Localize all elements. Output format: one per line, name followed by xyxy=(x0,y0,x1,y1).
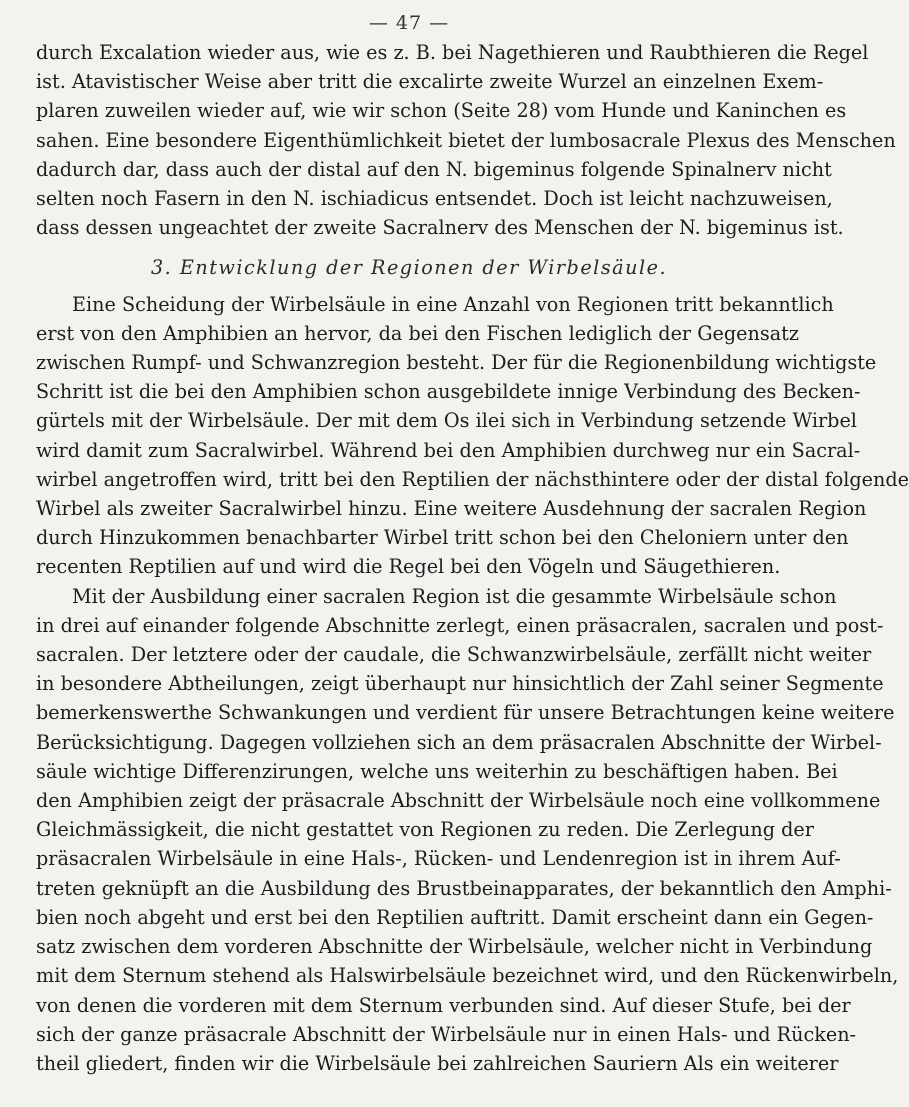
text-line: ist. Atavistischer Weise aber tritt die excalirte zweite Wurzel an einzelnen Exem- xyxy=(36,70,824,94)
text-line: wird damit zum Sacralwirbel. Während bei den Amphibien durchweg nur ein Sacral- xyxy=(36,438,861,462)
text-line: Berücksichtigung. Dagegen vollziehen sich an dem präsacralen Abschnitte der Wirbel- xyxy=(36,730,882,754)
intro-paragraphs xyxy=(36,38,896,242)
paragraph xyxy=(36,290,909,582)
text-line: theil gliedert, finden wir die Wirbelsäule bei zahlreichen Sauriern Als ein weiterer xyxy=(36,1051,839,1075)
text-line: zwischen Rumpf- und Schwanzregion besteht. Der für die Regionenbildung wichtigste xyxy=(36,351,877,375)
text-line: plaren zuweilen wieder auf, wie wir schon (Seite 28) vom Hunde und Kaninchen es xyxy=(36,99,847,123)
text-line: erst von den Amphibien an hervor, da bei den Fischen lediglich der Gegensatz xyxy=(36,321,799,345)
text-line: den Amphibien zeigt der präsacrale Abschnitt der Wirbelsäule noch eine vollkommene xyxy=(36,789,881,813)
text-line: wirbel angetroffen wird, tritt bei den Reptilien der nächsthintere oder der distal folgende xyxy=(36,467,909,491)
text-line: von denen die vorderen mit dem Sternum verbunden sind. Auf dieser Stufe, bei der xyxy=(36,993,851,1017)
text-line: bien noch abgeht und erst bei den Reptilien auftritt. Damit erscheint dann ein Gegen- xyxy=(36,905,874,929)
text-line: säule wichtige Differenzirungen, welche uns weiterhin zu beschäftigen haben. Bei xyxy=(36,759,838,783)
text-line: gürtels mit der Wirbelsäule. Der mit dem Os ilei sich in Verbindung setzende Wirbel xyxy=(36,409,857,433)
book-page xyxy=(36,10,909,1100)
text-line: sacralen. Der letztere oder der caudale, die Schwanzwirbelsäule, zerfällt nicht weiter xyxy=(36,643,872,667)
paragraph xyxy=(36,38,896,242)
text-line: durch Excalation wieder aus, wie es z. B. bei Nagethieren und Raubthieren die Regel xyxy=(36,41,869,64)
text-line: recenten Reptilien auf und wird die Regel bei den Vögeln und Säugethieren. xyxy=(36,555,781,579)
paragraph xyxy=(36,582,899,1078)
text-line: satz zwischen dem vorderen Abschnitte der Wirbelsäule, welcher nicht in Verbindung xyxy=(36,935,873,959)
text-line: Gleichmässigkeit, die nicht gestattet von Regionen zu reden. Die Zerlegung der xyxy=(36,818,814,842)
text-line: selten noch Fasern in den N. ischiadicus entsendet. Doch ist leicht nachzuweisen, xyxy=(36,187,833,211)
text-line: in besondere Abtheilungen, zeigt überhaupt nur hinsichtlich der Zahl seiner Segmente xyxy=(36,672,884,696)
text-line: bemerkenswerthe Schwankungen und verdient für unsere Betrachtungen keine weitere xyxy=(36,701,895,725)
text-line: dass dessen ungeachtet der zweite Sacralnerv des Menschen der N. bigeminus ist. xyxy=(36,216,844,240)
text-line: mit dem Sternum stehend als Halswirbelsäule bezeichnet wird, und den Rückenwirbeln, xyxy=(36,964,899,988)
text-line: sahen. Eine besondere Eigenthümlichkeit bietet der lumbosacrale Plexus des Menschen xyxy=(36,128,896,152)
text-line: Wirbel als zweiter Sacralwirbel hinzu. Eine weitere Ausdehnung der sacralen Region xyxy=(36,497,867,521)
text-line: sich der ganze präsacrale Abschnitt der Wirbelsäule nur in einen Hals- und Rücken- xyxy=(36,1022,857,1046)
text-line: Eine Scheidung der Wirbelsäule in eine Anzahl von Regionen tritt bekanntlich xyxy=(72,292,834,316)
section-heading: 3. Entwicklung der Regionen der Wirbelsäule. xyxy=(150,256,668,280)
text-line: präsacralen Wirbelsäule in eine Hals-, Rücken- und Lendenregion ist in ihrem Auf- xyxy=(36,847,841,871)
text-line: durch Hinzukommen benachbarter Wirbel tritt schon bei den Cheloniern unter den xyxy=(36,526,849,550)
text-line: treten geknüpft an die Ausbildung des Brustbeinapparates, der bekanntlich den Amphi- xyxy=(36,876,892,900)
text-line: Schritt ist die bei den Amphibien schon ausgebildete innige Verbindung des Becken- xyxy=(36,380,861,404)
text-line: dadurch dar, dass auch der distal auf den N. bigeminus folgende Spinalnerv nicht xyxy=(36,157,832,181)
page-number: — 47 — xyxy=(368,12,450,34)
section-paragraphs xyxy=(36,290,909,1078)
text-line: in drei auf einander folgende Abschnitte zerlegt, einen präsacralen, sacralen und post- xyxy=(36,613,884,637)
text-line: Mit der Ausbildung einer sacralen Region ist die gesammte Wirbelsäule schon xyxy=(72,584,837,608)
